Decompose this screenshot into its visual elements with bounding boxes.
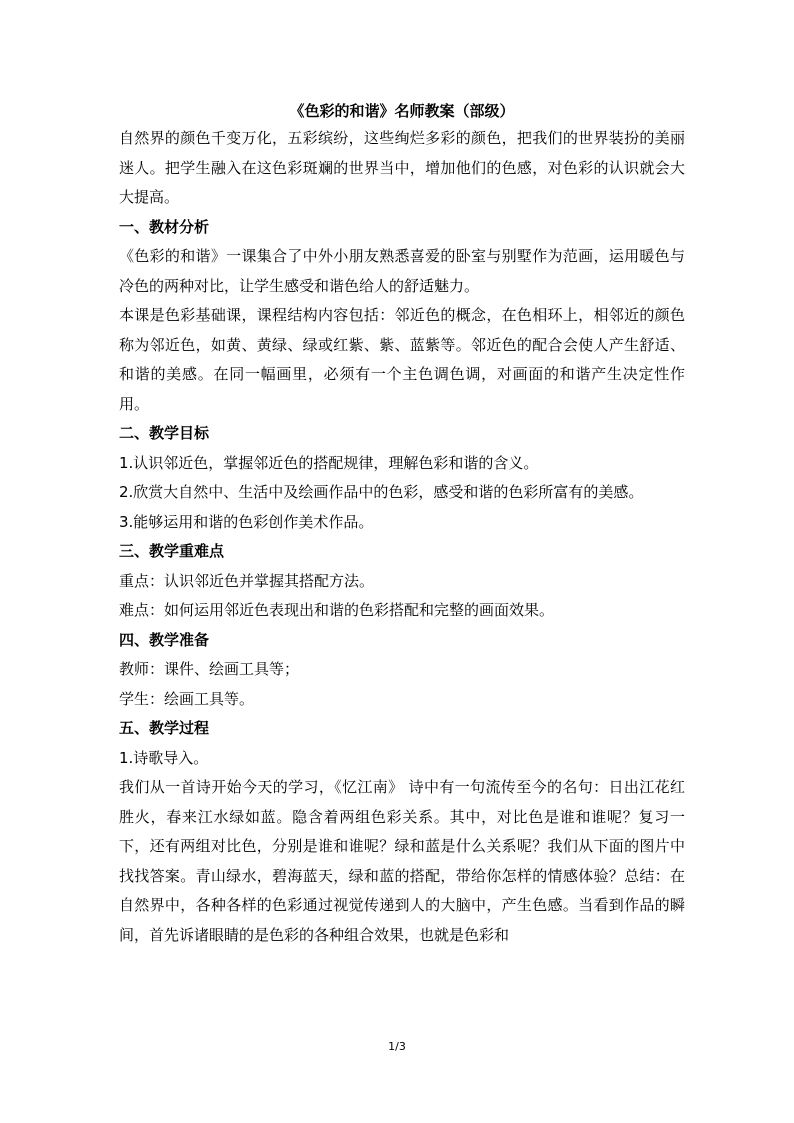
difficult-point: 难点：如何运用邻近色表现出和谐的色彩搭配和完整的画面效果。 bbox=[119, 601, 555, 619]
key-point: 重点：认识邻近色并掌握其搭配方法。 bbox=[119, 571, 375, 590]
teaching-goal-item: 2.欣赏大自然中、生活中及绘画作品中的色彩，感受和谐的色彩所富有的美感。 bbox=[119, 483, 644, 501]
section-heading-material-analysis: 一、教材分析 bbox=[119, 217, 210, 236]
section-heading-teaching-preparation: 四、教学准备 bbox=[119, 630, 210, 649]
student-preparation: 学生：绘画工具等。 bbox=[119, 689, 255, 708]
teaching-step-title: 1.诗歌导入。 bbox=[119, 748, 209, 767]
document-title: 《色彩的和谐》名师教案（部级） bbox=[289, 102, 515, 120]
document-page bbox=[119, 98, 685, 950]
material-analysis-paragraph-1: 《色彩的和谐》一课集合了中外小朋友熟悉喜爱的卧室与别墅作为范画，运用暖色与冷色的两种对比，让学生感受和谐色给人的舒适魅力。 bbox=[119, 247, 685, 295]
material-analysis-paragraph-2: 本课是色彩基础课，课程结构内容包括：邻近色的概念，在色相环上，相邻近的颜色称为邻近色，如黄、黄绿、绿或红紫、紫、蓝紫等。邻近色的配合会使人产生舒适、和谐的美感。在同一幅画里，必须有一个主色调色调，对画面的和谐产生决定性作用。 bbox=[119, 306, 685, 413]
teaching-goal-item: 1.认识邻近色，掌握邻近色的搭配规律，理解色彩和谐的含义。 bbox=[119, 453, 539, 472]
section-heading-teaching-goals: 二、教学目标 bbox=[119, 424, 210, 442]
teaching-goal-item: 3.能够运用和谐的色彩创作美术作品。 bbox=[119, 512, 374, 531]
intro-paragraph: 自然界的颜色千变万化，五彩缤纷，这些绚烂多彩的颜色，把我们的世界装扮的美丽迷人。把学生融入在这色彩斑斓的世界当中，增加他们的色感，对色彩的认识就会大大提高。 bbox=[119, 129, 685, 206]
page-number: 1/3 bbox=[388, 1040, 406, 1053]
section-heading-key-difficult-points: 三、教学重难点 bbox=[119, 542, 225, 560]
teacher-preparation: 教师：课件、绘画工具等； bbox=[119, 660, 300, 678]
section-heading-teaching-process: 五、教学过程 bbox=[119, 719, 210, 737]
teaching-process-paragraph: 我们从一首诗开始今天的学习，《忆江南》 诗中有一句流传至今的名句：日出江花红胜火，春来江水绿如蓝。隐含着两组色彩关系。其中，对比色是谁和谁呢？复习一下，还有两组对比色，分别是谁和谁呢？绿和蓝是什么关系呢？我们从下面的图片中找找答案。青山绿水，碧海蓝天，绿和蓝的搭配，带给你怎样的情感体验？总结：在自然界中，各种各样的色彩通过视觉传递到人的大脑中，产生色感。当看到作品的瞬间，首先诉诸眼睛的是色彩的各种组合效果，也就是色彩和 bbox=[119, 778, 685, 944]
